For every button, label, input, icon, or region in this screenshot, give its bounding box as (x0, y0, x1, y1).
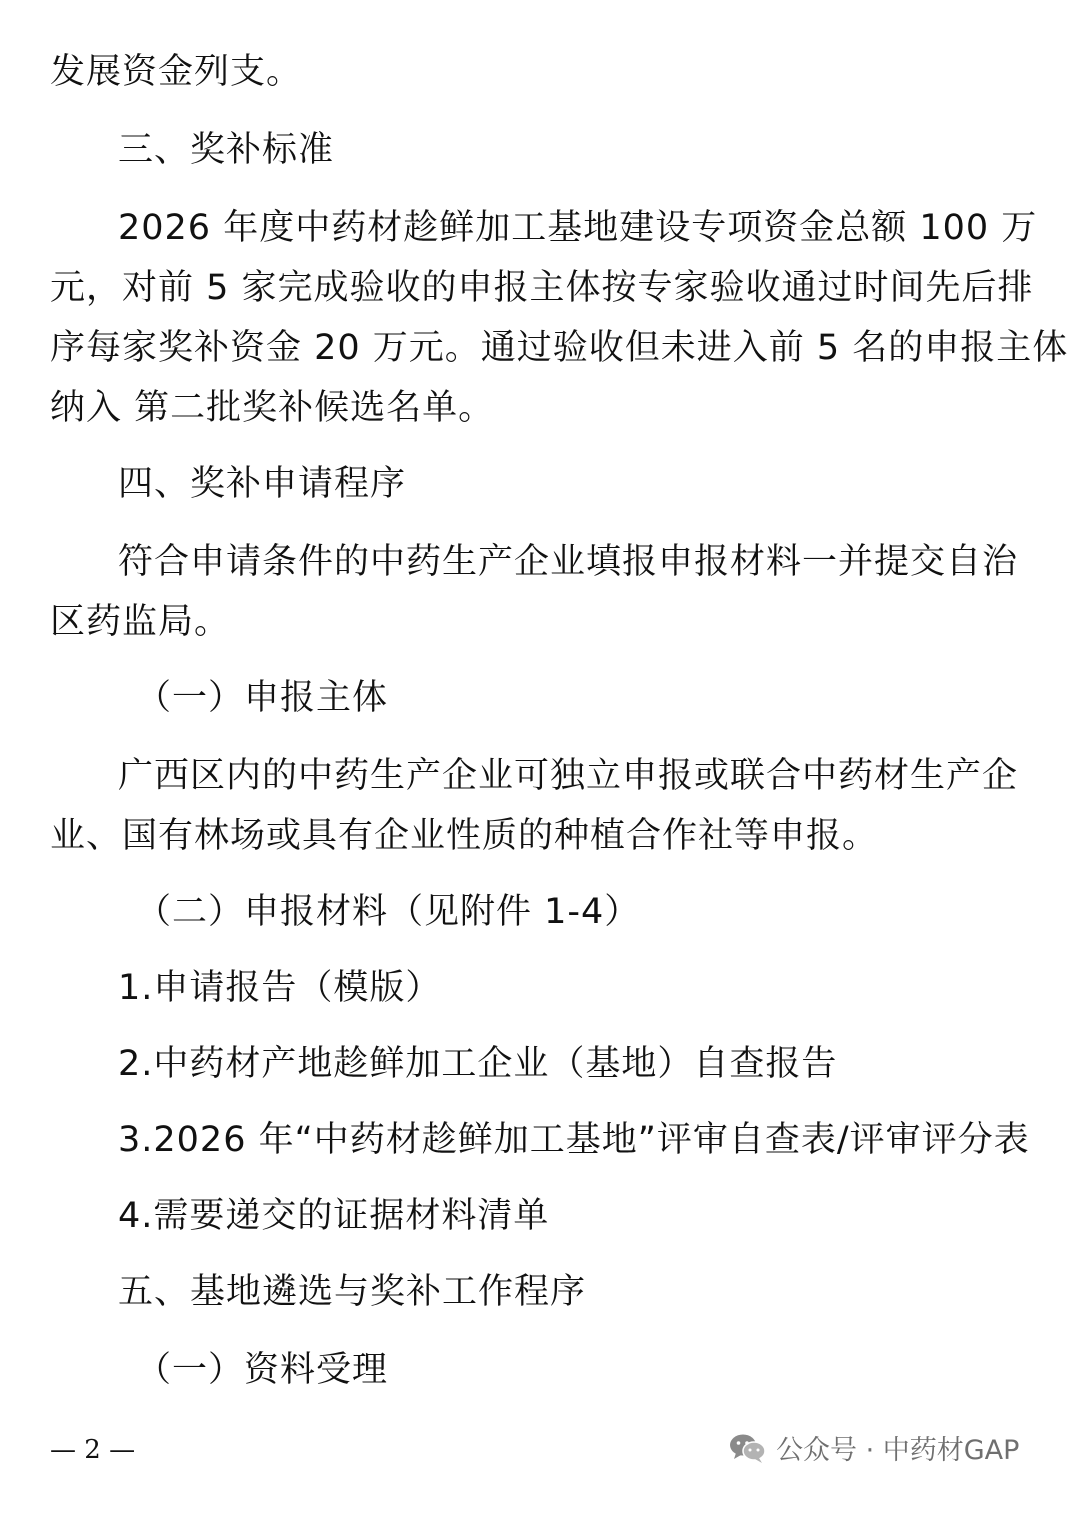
subsection-heading: （一）资料受理 (136, 1350, 389, 1390)
watermark-text: 公众号 · 中药材GAP (776, 1435, 1020, 1466)
section-heading-4: 四、奖补申请程序 (118, 464, 407, 504)
list-item: 4.需要递交的证据材料清单 (118, 1196, 550, 1236)
page-number: — 2 — (50, 1435, 136, 1465)
list-item: 1.申请报告（模版） (118, 968, 442, 1008)
wechat-watermark (728, 1428, 1019, 1467)
paragraph-line: 纳入 第二批奖补候选名单。 (50, 388, 495, 428)
text-line-1: 发展资金列支。 (50, 52, 303, 92)
list-item: 3.2026 年“中药材趁鲜加工基地”评审自查表/评审评分表 (118, 1120, 1030, 1160)
list-item: 2.中药材产地趁鲜加工企业（基地）自查报告 (118, 1044, 838, 1084)
section-heading-5: 五、基地遴选与奖补工作程序 (118, 1272, 587, 1312)
paragraph-line: 符合申请条件的中药生产企业填报申报材料一并提交自治 (118, 542, 1019, 582)
wechat-icon (728, 1432, 768, 1464)
paragraph-line: 区药监局。 (50, 602, 231, 642)
paragraph-line: 2026 年度中药材趁鲜加工基地建设专项资金总额 100 万 (118, 208, 1038, 248)
paragraph-line: 元，对前 5 家完成验收的申报主体按专家验收通过时间先后排 (50, 268, 1034, 308)
paragraph-line: 广西区内的中药生产企业可独立申报或联合中药材生产企 (118, 756, 1019, 796)
section-heading-3: 三、奖补标准 (118, 130, 335, 170)
subsection-heading: （一）申报主体 (136, 678, 389, 718)
paragraph-line: 序每家奖补资金 20 万元。通过验收但未进入前 5 名的申报主体 (50, 328, 1069, 368)
paragraph-line: 业、国有林场或具有企业性质的种植合作社等申报。 (50, 816, 879, 856)
subsection-heading: （二）申报材料（见附件 1-4） (136, 892, 641, 932)
